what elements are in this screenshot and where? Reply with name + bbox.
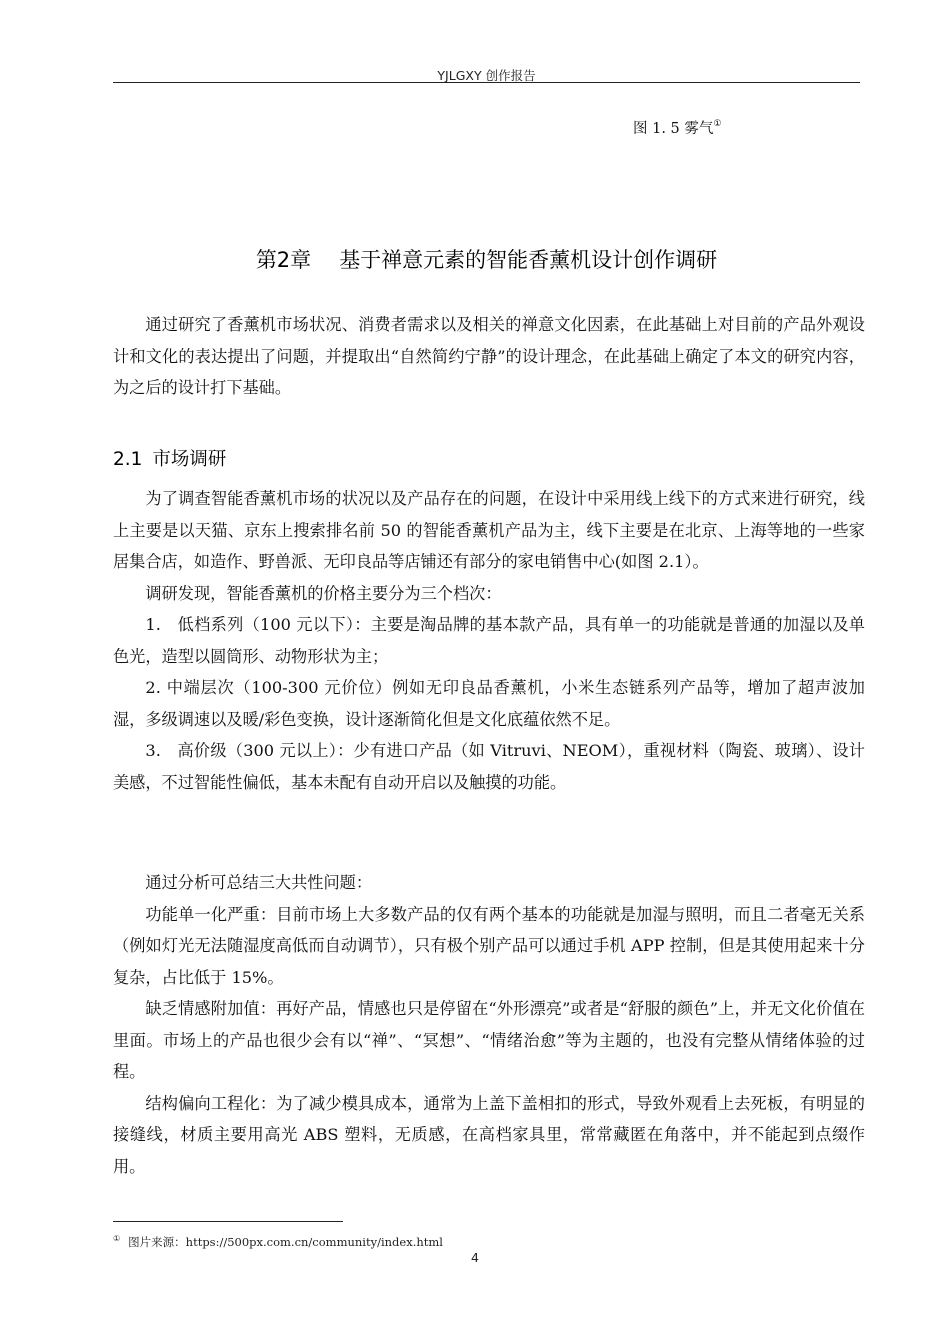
paragraph: 功能单一化严重：目前市场上大多数产品的仅有两个基本的功能就是加湿与照明，而且二者毫无关系（例如灯光无法随湿度高低而自动调节），只有极个别产品可以通过手机 APP 控制，但是其使用起来十分复杂，占比低于 15%。 <box>113 904 865 987</box>
paragraph: 结构偏向工程化：为了减少模具成本，通常为上盖下盖相扣的形式，导致外观看上去死板，有明显的接缝线，材质主要用高光 ABS 塑料，无质感，在高档家具里，常常藏匿在角落中，并不能起到点缀作用。 <box>113 1093 865 1176</box>
chapter-title: 基于禅意元素的智能香薰机设计创作调研 <box>339 248 718 272</box>
footnote-text[interactable]: 图片来源：https://500px.com.cn/community/index.html <box>128 1235 443 1249</box>
paragraph: 缺乏情感附加值：再好产品，情感也只是停留在“外形漂亮”或者是“舒服的颜色”上，并无文化价值在里面。市场上的产品也很少会有以“禅”、“冥想”、“情绪治愈”等为主题的，也没有完整从情绪体验的过程。 <box>113 999 865 1081</box>
list-item: 1. 低档系列（100 元以下）：主要是淘品牌的基本款产品，具有单一的功能就是普通的加湿以及单色光，造型以圆筒形、动物形状为主； <box>113 615 865 666</box>
figure-caption-label: 图 1. 5 雾气 <box>633 121 714 137</box>
footnote-reference[interactable]: ① <box>713 119 722 130</box>
analysis-text <box>113 867 865 1182</box>
list-item: 2. 中端层次（100-300 元价位）例如无印良品香薰机，小米生态链系列产品等，增加了超声波加湿，多级调速以及暖/彩色变换，设计逐渐简化但是文化底蕴依然不足。 <box>113 678 865 729</box>
figure-caption <box>633 117 721 138</box>
market-research-text <box>113 483 865 798</box>
footnote-mark: ① <box>113 1234 121 1244</box>
paragraph: 为了调查智能香薰机市场的状况以及产品存在的问题，在设计中采用线上线下的方式来进行研究，线上主要是以天猫、京东上搜索排名前 50 的智能香薰机产品为主，线下主要是在北京、上海等地的一些家居集合店，如造作、野兽派、无印良品等店铺还有部分的家电销售中心(如图 2.1）。 <box>113 489 865 571</box>
section-heading <box>113 445 226 471</box>
page-number: 4 <box>471 1250 479 1265</box>
section-number: 2.1 <box>113 449 143 470</box>
chapter-intro <box>113 309 865 404</box>
footnote <box>113 1234 443 1250</box>
header-rule <box>113 82 860 83</box>
chapter-number: 第2章 <box>255 248 312 272</box>
section-title: 市场调研 <box>152 449 227 470</box>
paragraph: 通过分析可总结三大共性问题： <box>145 873 373 892</box>
chapter-heading <box>113 244 860 274</box>
list-item: 3. 高价级（300 元以上）：少有进口产品（如 Vitruvi、NEOM），重视材料（陶瓷、玻璃）、设计美感，不过智能性偏低，基本未配有自动开启以及触摸的功能。 <box>113 741 865 792</box>
intro-paragraph: 通过研究了香薰机市场状况、消费者需求以及相关的禅意文化因素，在此基础上对目前的产品外观设计和文化的表达提出了问题，并提取出“自然简约宁静”的设计理念，在此基础上确定了本文的研究内容，为之后的设计打下基础。 <box>113 315 865 397</box>
paragraph: 调研发现，智能香薰机的价格主要分为三个档次： <box>145 583 502 603</box>
page-header: YJLGXY 创作报告 <box>437 68 536 83</box>
footnote-rule <box>113 1221 343 1222</box>
